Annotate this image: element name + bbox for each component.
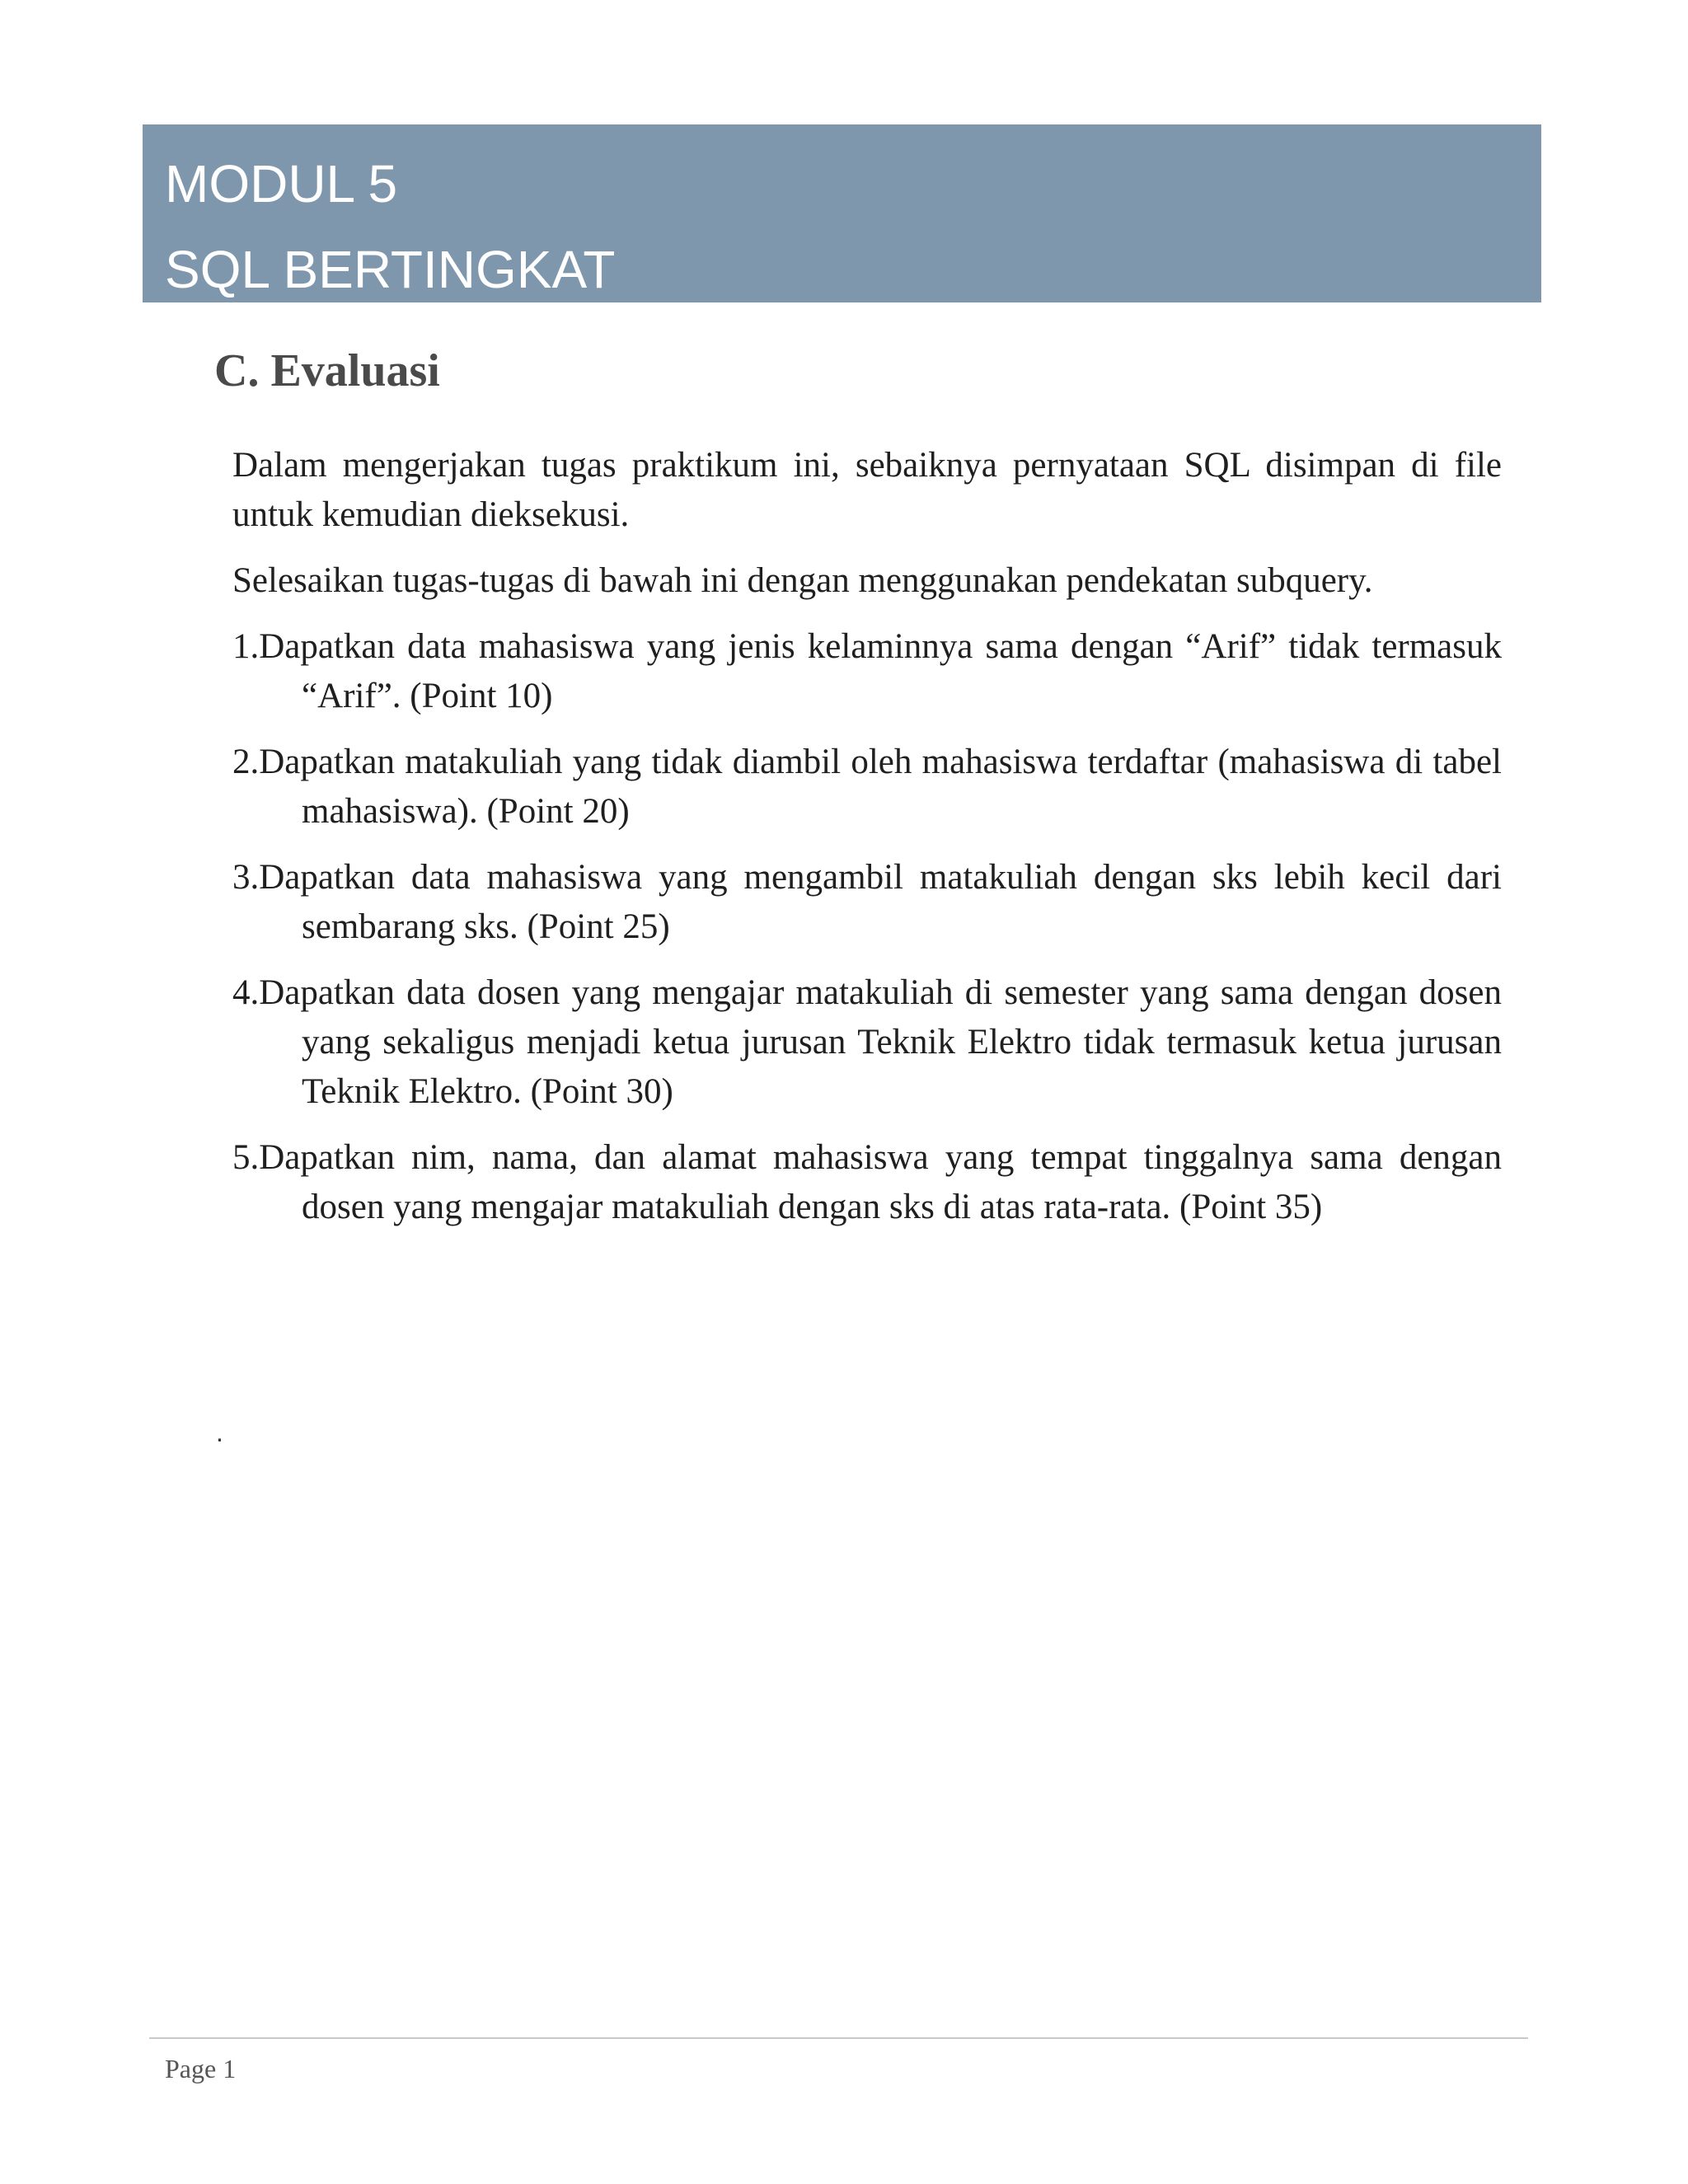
intro-paragraph-2: Selesaikan tugas-tugas di bawah ini dengan menggunakan pendekatan subquery. [232, 561, 1373, 600]
section-title: C. Evaluasi [214, 345, 440, 396]
module-number: MODUL 5 [165, 154, 398, 213]
task-text: Dapatkan data dosen yang mengajar matakuliah di semester yang sama dengan dosen yang sekaligus menjadi ketua jurusan Teknik Elektro tidak termasuk ketua jurusan Teknik Elektro. (Point 30) [259, 973, 1502, 1111]
list-item [232, 853, 1502, 952]
task-number: 4. [232, 973, 260, 1012]
stray-mark: . [216, 1418, 223, 1447]
document-body [232, 441, 1502, 1249]
module-header-banner [143, 124, 1541, 302]
footer-divider [149, 2037, 1528, 2039]
list-item [232, 622, 1502, 721]
list-item [232, 738, 1502, 837]
task-text: Dapatkan data mahasiswa yang jenis kelaminnya sama dengan “Arif” tidak termasuk “Arif”. (Point 10) [259, 627, 1502, 715]
list-item [232, 1133, 1502, 1232]
intro-paragraph-1: Dalam mengerjakan tugas praktikum ini, sebaiknya pernyataan SQL disimpan di file untuk kemudian dieksekusi. [232, 446, 1502, 534]
task-number: 5. [232, 1138, 260, 1177]
list-item [232, 968, 1502, 1117]
page-number: Page 1 [165, 2054, 237, 2083]
task-number: 1. [232, 627, 260, 666]
task-text: Dapatkan data mahasiswa yang mengambil matakuliah dengan sks lebih kecil dari sembarang sks. (Point 25) [259, 858, 1502, 946]
task-number: 2. [232, 743, 260, 781]
task-list [232, 622, 1502, 1232]
module-title: SQL BERTINGKAT [165, 240, 616, 299]
task-text: Dapatkan nim, nama, dan alamat mahasiswa yang tempat tinggalnya sama dengan dosen yang mengajar matakuliah dengan sks di atas rata-rata. (Point 35) [259, 1138, 1502, 1226]
task-text: Dapatkan matakuliah yang tidak diambil oleh mahasiswa terdaftar (mahasiswa di tabel mahasiswa). (Point 20) [259, 743, 1502, 831]
task-number: 3. [232, 858, 260, 897]
